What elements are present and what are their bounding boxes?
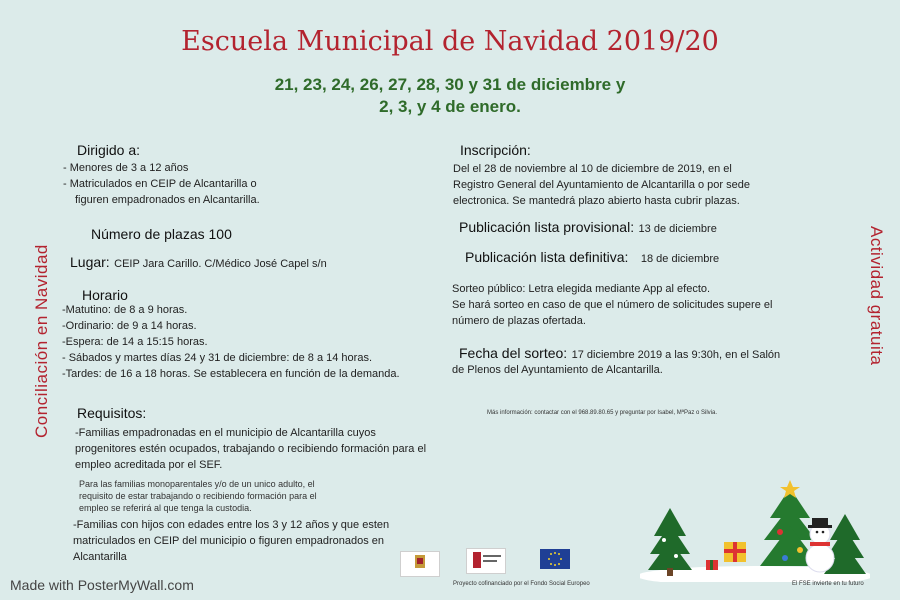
inscripcion-text <box>453 161 750 209</box>
requisitos-heading: Requisitos: <box>77 405 147 421</box>
note-line: requisito de estar trabajando o recibiendo formación para el <box>79 491 317 501</box>
inscripcion-line: Registro General del Ayuntamiento de Alcantarilla o por sede <box>453 179 750 191</box>
dirigido-item: - Menores de 3 a 12 años <box>63 162 189 174</box>
horario-item: -Tardes: de 16 a 18 horas. Se establecera en función de la demanda. <box>62 368 400 380</box>
christmas-decoration <box>640 470 870 582</box>
proyecto-note: Proyecto cofinanciado por el Fondo Social Europeo <box>453 581 590 587</box>
dates-line-1: 21, 23, 24, 26, 27, 28, 30 y 31 de diciembre y <box>274 75 626 94</box>
lugar-label: Lugar: <box>70 254 110 270</box>
dirigido-heading: Dirigido a: <box>77 142 141 158</box>
inscripcion-line: Del el 28 de noviembre al 10 de diciembre de 2019, en el <box>453 163 732 175</box>
lugar-row <box>70 254 327 272</box>
watermark: Made with PosterMyWall.com <box>10 577 194 593</box>
inscripcion-heading: Inscripción: <box>460 142 531 158</box>
req-line: empleo acreditada por el SEF. <box>75 459 223 471</box>
horario-item: -Espera: de 14 a 15:15 horas. <box>62 336 208 348</box>
info-line: Más información: contactar con el 968.89.80.65 y preguntar por Isabel, MªPaz o Silvia. <box>487 410 718 416</box>
eu-flag-icon <box>540 549 570 569</box>
region-murcia-logo <box>466 548 506 574</box>
page-title: Escuela Municipal de Navidad 2019/20 <box>181 26 719 57</box>
requisito-2 <box>73 517 389 565</box>
dirigido-list <box>63 160 260 208</box>
lugar-value: CEIP Jara Carillo. C/Médico José Capel s/n <box>114 258 327 270</box>
sorteo-line: Sorteo público: Letra elegida mediante App al efecto. <box>452 283 711 295</box>
fecha-row <box>459 345 780 363</box>
snowman-icon <box>806 518 834 572</box>
side-label-right: Actividad gratuita <box>867 226 886 366</box>
req-line: Alcantarilla <box>73 551 127 563</box>
definitiva-label: Publicación lista definitiva: <box>465 249 629 265</box>
gift-icon <box>706 560 718 570</box>
provisional-value: 13 de diciembre <box>638 223 717 235</box>
dates-line-2: 2, 3, y 4 de enero. <box>379 97 521 116</box>
tree-icon <box>648 508 692 576</box>
requisito-1 <box>75 425 426 473</box>
dirigido-item: figuren empadronados en Alcantarilla. <box>75 194 260 206</box>
definitiva-row <box>465 249 719 267</box>
dirigido-item: - Matriculados en CEIP de Alcantarilla o <box>63 178 257 190</box>
sorteo-text <box>452 281 772 329</box>
gift-icon <box>724 542 746 562</box>
req-line: -Familias empadronadas en el municipio de Alcantarilla cuyos <box>75 427 376 439</box>
horario-heading: Horario <box>82 287 128 303</box>
dates-block <box>0 74 900 118</box>
sorteo-line: Se hará sorteo en caso de que el número de solicitudes supere el <box>452 299 773 311</box>
horario-item: -Matutino: de 8 a 9 horas. <box>62 304 188 316</box>
horario-item: - Sábados y martes días 24 y 31 de diciembre: de 8 a 14 horas. <box>62 352 373 364</box>
note-line: Para las familias monoparentales y/o de un unico adulto, el <box>79 479 315 489</box>
requisito-note <box>79 478 317 514</box>
ayuntamiento-logo <box>400 551 440 577</box>
provisional-label: Publicación lista provisional: <box>459 219 635 235</box>
horario-list <box>62 302 400 382</box>
definitiva-value: 18 de diciembre <box>640 253 720 265</box>
fecha-value-2: de Plenos del Ayuntamiento de Alcantarilla. <box>452 364 663 376</box>
side-label-left: Conciliación en Navidad <box>32 244 51 438</box>
sorteo-line: número de plazas ofertada. <box>452 315 586 327</box>
fse-note: El FSE invierte en tu futuro <box>792 581 864 587</box>
plazas-heading: Número de plazas 100 <box>91 226 232 242</box>
req-line: progenitores estén ocupados, trabajando o recibiendo formación para el <box>75 443 427 455</box>
req-line: matriculados en CEIP del municipio o figuren empadronados en <box>73 535 385 547</box>
inscripcion-line: electronica. Se mantedrá plazo abierto hasta cubrir plazas. <box>453 195 740 207</box>
fecha-value-1: 17 diciembre 2019 a las 9:30h, en el Salón <box>571 349 781 361</box>
horario-item: -Ordinario: de 9 a 14 horas. <box>62 320 197 332</box>
req-line: -Familias con hijos con edades entre los 3 y 12 años y que esten <box>73 519 390 531</box>
provisional-row <box>459 219 717 237</box>
note-line: empleo se referirá al que tenga la custodia. <box>79 503 252 513</box>
fecha-label: Fecha del sorteo: <box>459 345 568 361</box>
